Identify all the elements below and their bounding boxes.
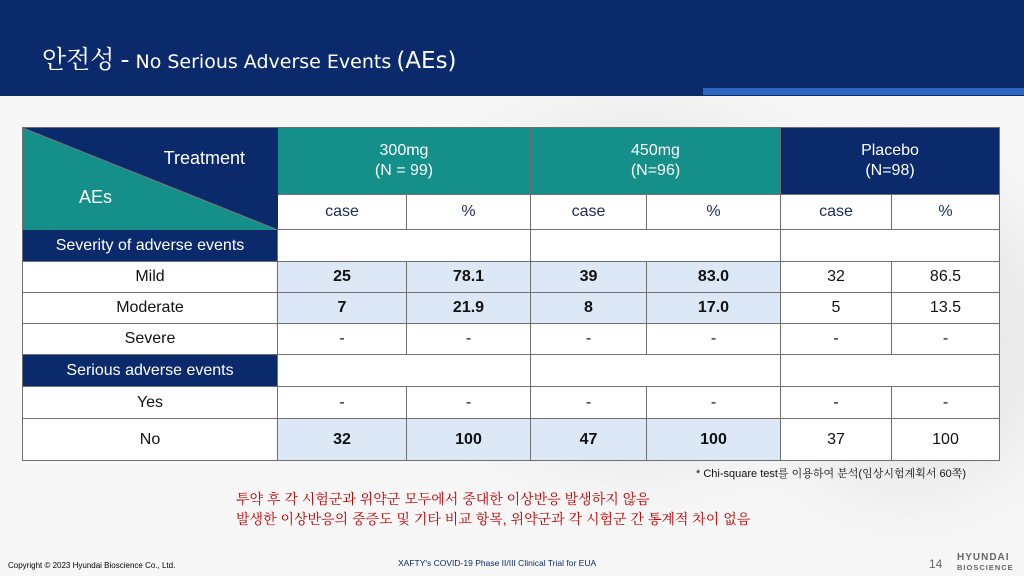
value-cell: - (781, 387, 892, 419)
row-label: No (23, 419, 278, 461)
value-cell: - (407, 387, 531, 419)
group-name: Placebo (861, 142, 919, 159)
table-row (23, 324, 1000, 355)
value-cell: 100 (647, 419, 781, 461)
value-cell: 78.1 (407, 262, 531, 293)
corner-treatment-label: Treatment (163, 148, 245, 168)
value-cell: - (892, 387, 1000, 419)
value-cell: 100 (892, 419, 1000, 461)
page-title (42, 40, 457, 76)
group-name: 300mg (379, 142, 429, 159)
value-cell: 37 (781, 419, 892, 461)
empty-cell (781, 230, 1000, 262)
corner-aes-label: AEs (79, 187, 113, 207)
section-title: Severity of adverse events (23, 230, 278, 262)
value-cell: 25 (278, 262, 407, 293)
value-cell: 32 (781, 262, 892, 293)
value-cell: 8 (531, 293, 647, 324)
value-cell: 100 (407, 419, 531, 461)
diagonal-divider (23, 128, 278, 230)
value-cell: 86.5 (892, 262, 1000, 293)
logo-line1: HYUNDAI (957, 552, 1010, 563)
corner-header-cell (23, 128, 278, 230)
row-label: Moderate (23, 293, 278, 324)
subheader-case: case (278, 195, 407, 230)
value-cell: - (278, 387, 407, 419)
group-header-row (23, 128, 1000, 195)
logo-line2: BIOSCIENCE (957, 563, 1014, 572)
empty-cell (531, 355, 781, 387)
value-cell: 32 (278, 419, 407, 461)
value-cell: 21.9 (407, 293, 531, 324)
row-label: Severe (23, 324, 278, 355)
empty-cell (531, 230, 781, 262)
value-cell: - (647, 324, 781, 355)
value-cell: - (531, 324, 647, 355)
group-n: (N=96) (630, 162, 681, 179)
table-row (23, 419, 1000, 461)
value-cell: - (407, 324, 531, 355)
row-label: Mild (23, 262, 278, 293)
title-abbr: (AEs) (396, 48, 457, 74)
conclusion-note: 발생한 이상반응의 중증도 및 기타 비교 항목, 위약군과 각 시험군 간 통계적 차이 없음 (236, 511, 751, 527)
value-cell: - (892, 324, 1000, 355)
subheader-case: case (531, 195, 647, 230)
copyright-text: Copyright © 2023 Hyundai Bioscience Co., Ltd. (8, 561, 176, 570)
value-cell: 7 (278, 293, 407, 324)
empty-cell (781, 355, 1000, 387)
adverse-events-table (22, 127, 1000, 461)
value-cell: 83.0 (647, 262, 781, 293)
page-number: 14 (929, 557, 943, 571)
row-label: Yes (23, 387, 278, 419)
group-n: (N = 99) (374, 162, 434, 179)
table-row (23, 387, 1000, 419)
value-cell: - (647, 387, 781, 419)
table-row (23, 262, 1000, 293)
group-n: (N=98) (865, 162, 915, 179)
empty-cell (278, 230, 531, 262)
group-header-450mg (531, 128, 781, 195)
subheader-percent: % (647, 195, 781, 230)
subheader-percent: % (892, 195, 1000, 230)
subheader-percent: % (407, 195, 531, 230)
value-cell: 47 (531, 419, 647, 461)
section-row (23, 230, 1000, 262)
value-cell: 13.5 (892, 293, 1000, 324)
group-header-300mg (278, 128, 531, 195)
company-logo (957, 553, 1021, 573)
value-cell: 17.0 (647, 293, 781, 324)
value-cell: - (781, 324, 892, 355)
accent-bar (703, 88, 1024, 95)
footer-title: XAFTY's COVID-19 Phase II/III Clinical Trial for EUA (398, 558, 597, 568)
group-name: 450mg (631, 142, 680, 159)
title-english: No Serious Adverse Events (135, 51, 392, 73)
title-dash: - (120, 45, 130, 74)
value-cell: - (278, 324, 407, 355)
title-korean: 안전성 (42, 45, 115, 74)
value-cell: 39 (531, 262, 647, 293)
section-title: Serious adverse events (23, 355, 278, 387)
value-cell: - (531, 387, 647, 419)
value-cell: 5 (781, 293, 892, 324)
table-row (23, 293, 1000, 324)
conclusion-note: 투약 후 각 시험군과 위약군 모두에서 중대한 이상반응 발생하지 않음 (236, 491, 650, 507)
subheader-case: case (781, 195, 892, 230)
group-header-placebo (781, 128, 1000, 195)
footnote: * Chi-square test를 이용하여 분석(임상시험계획서 60쪽) (696, 468, 967, 480)
empty-cell (278, 355, 531, 387)
section-row (23, 355, 1000, 387)
